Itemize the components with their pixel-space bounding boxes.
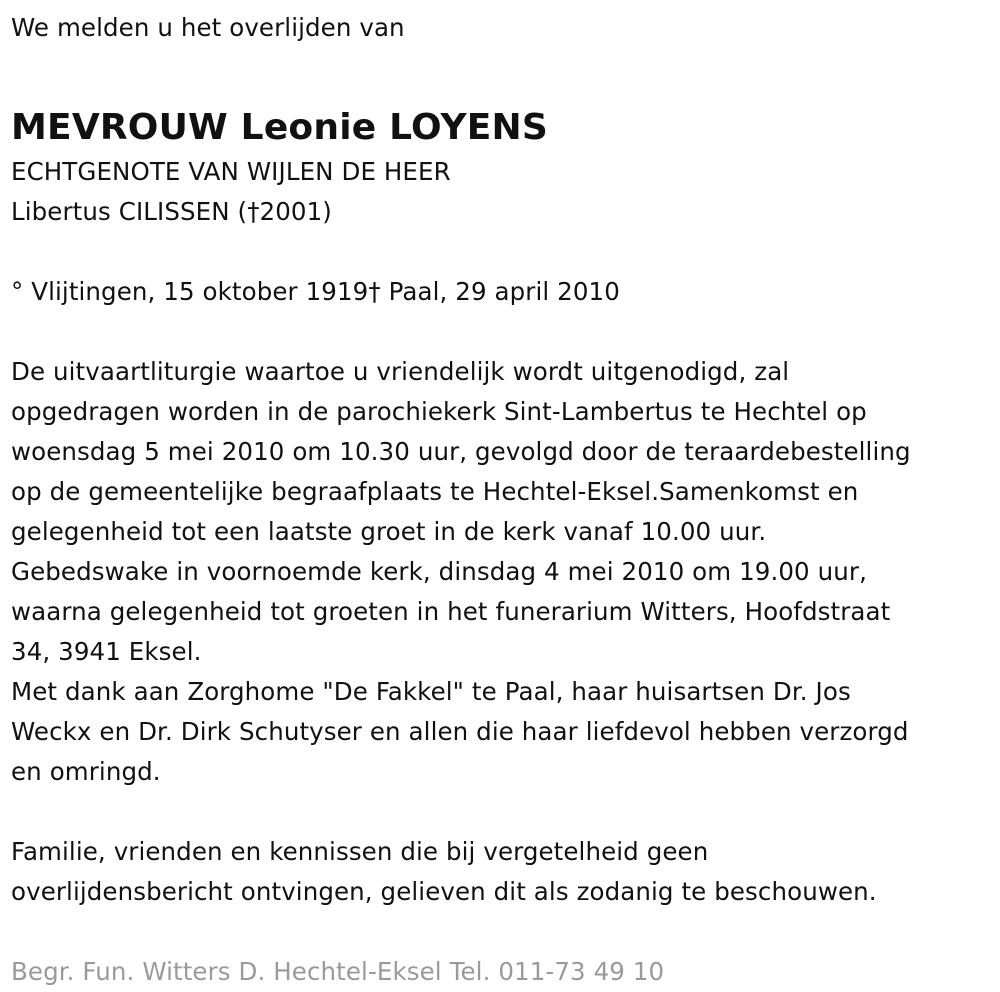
body-line: Gebedswake in voornoemde kerk, dinsdag 4 mei 2010 om 19.00 uur, [11,557,867,586]
deceased-name: MEVROUW Leonie LOYENS [11,107,548,148]
body-line: Met dank aan Zorghome "De Fakkel" te Paal, haar huisartsen Dr. Jos [11,677,851,706]
intro-text: We melden u het overlijden van [11,13,405,42]
body-line: De uitvaartliturgie waartoe u vriendelijk wordt uitgenodigd, zal [11,357,790,386]
spacer [11,792,1000,832]
spouse-line-1: ECHTGENOTE VAN WIJLEN DE HEER [11,157,451,186]
spacer [11,912,1000,952]
spouse-line-2: Libertus CILISSEN (†2001) [11,197,332,226]
body-line: opgedragen worden in de parochiekerk Sint-Lambertus te Hechtel op [11,397,867,426]
body-line: Weckx en Dr. Dirk Schutyser en allen die haar liefdevol hebben verzorgd [11,717,909,746]
body-line: gelegenheid tot een laatste groet in de kerk vanaf 10.00 uur. [11,517,767,546]
body-line: 34, 3941 Eksel. [11,637,202,666]
body-line: op de gemeentelijke begraafplaats te Hechtel-Eksel.Samenkomst en [11,477,859,506]
body-line: woensdag 5 mei 2010 om 10.30 uur, gevolgd door de teraardebestelling [11,437,911,466]
body-line: en omringd. [11,757,161,786]
birth-death-dates: ° Vlijtingen, 15 oktober 1919† Paal, 29 april 2010 [11,277,620,306]
spacer [11,312,1000,352]
closing-line: Familie, vrienden en kennissen die bij vergetelheid geen [11,837,709,866]
funeral-details [11,352,1000,792]
closing-line: overlijdensbericht ontvingen, gelieven dit als zodanig te beschouwen. [11,877,877,906]
spacer [11,232,1000,272]
funeral-home-footer: Begr. Fun. Witters D. Hechtel-Eksel Tel. 011-73 49 10 [11,957,665,986]
body-line: waarna gelegenheid tot groeten in het funerarium Witters, Hoofdstraat [11,597,891,626]
closing-note [11,832,1000,912]
